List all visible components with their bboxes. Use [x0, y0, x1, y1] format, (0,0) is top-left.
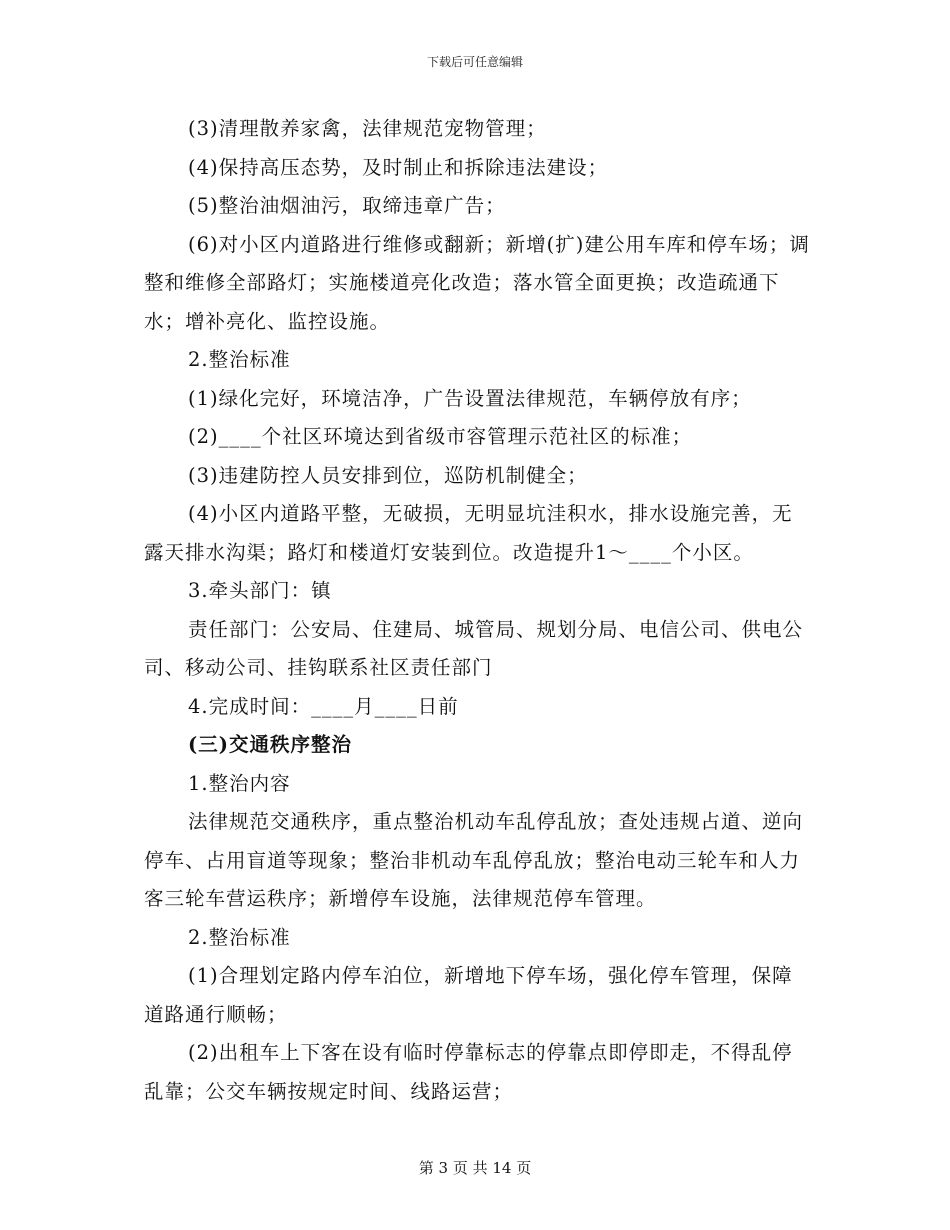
section-heading: (三)交通秩序整治: [188, 733, 352, 756]
paragraph: (2)____个社区环境达到省级市容管理示范社区的标准；: [188, 425, 693, 448]
subheading: 4.完成时间：____月____日前: [188, 694, 459, 718]
paragraph: (3)清理散养家禽，法律规范宠物管理；: [188, 117, 547, 140]
paragraph: (5)整治油烟油污，取缔违章广告；: [188, 194, 506, 217]
paragraph: (4)小区内道路平整，无破损，无明显坑洼积水，排水设施完善，无露天排水沟渠；路灯和楼道灯安装到位。改造提升1～____个小区。: [144, 502, 793, 564]
paragraph: 法律规范交通秩序，重点整治机动车乱停乱放；查处违规占道、逆向停车、占用盲道等现象；整治非机动车乱停乱放；整治电动三轮车和人力客三轮车营运秩序；新增停车设施，法律规范停车管理。: [144, 810, 804, 910]
paragraph: (6)对小区内道路进行维修或翻新；新增(扩)建公用车库和停车场；调整和维修全部路灯；实施楼道亮化改造；落水管全面更换；改造疏通下水；增补亮化、监控设施。: [144, 232, 810, 333]
document-body: [144, 110, 812, 1111]
page-footer: 第 3 页 共 14 页: [418, 1159, 532, 1177]
subheading: 1.整治内容: [188, 771, 291, 795]
subheading: 2.整治标准: [188, 925, 291, 949]
paragraph: (1)绿化完好，环境洁净，广告设置法律规范，车辆停放有序；: [188, 386, 752, 410]
paragraph: (4)保持高压态势，及时制止和拆除违法建设；: [188, 155, 609, 179]
paragraph: (2)出租车上下客在设有临时停靠标志的停靠点即停即走，不得乱停乱靠；公交车辆按规定时间、线路运营；: [144, 1041, 793, 1103]
paragraph: 责任部门：公安局、住建局、城管局、规划分局、电信公司、供电公司、移动公司、挂钩联系社区责任部门: [144, 617, 804, 679]
subheading: 3.牵头部门：镇: [188, 579, 332, 602]
subheading: 2.整治标准: [188, 348, 291, 371]
paragraph: (1)合理划定路内停车泊位，新增地下停车场，强化停车管理，保障道路通行顺畅；: [144, 964, 793, 1026]
page-header: 下载后可任意编辑: [426, 55, 523, 69]
paragraph: (3)违建防控人员安排到位，巡防机制健全；: [188, 463, 588, 487]
